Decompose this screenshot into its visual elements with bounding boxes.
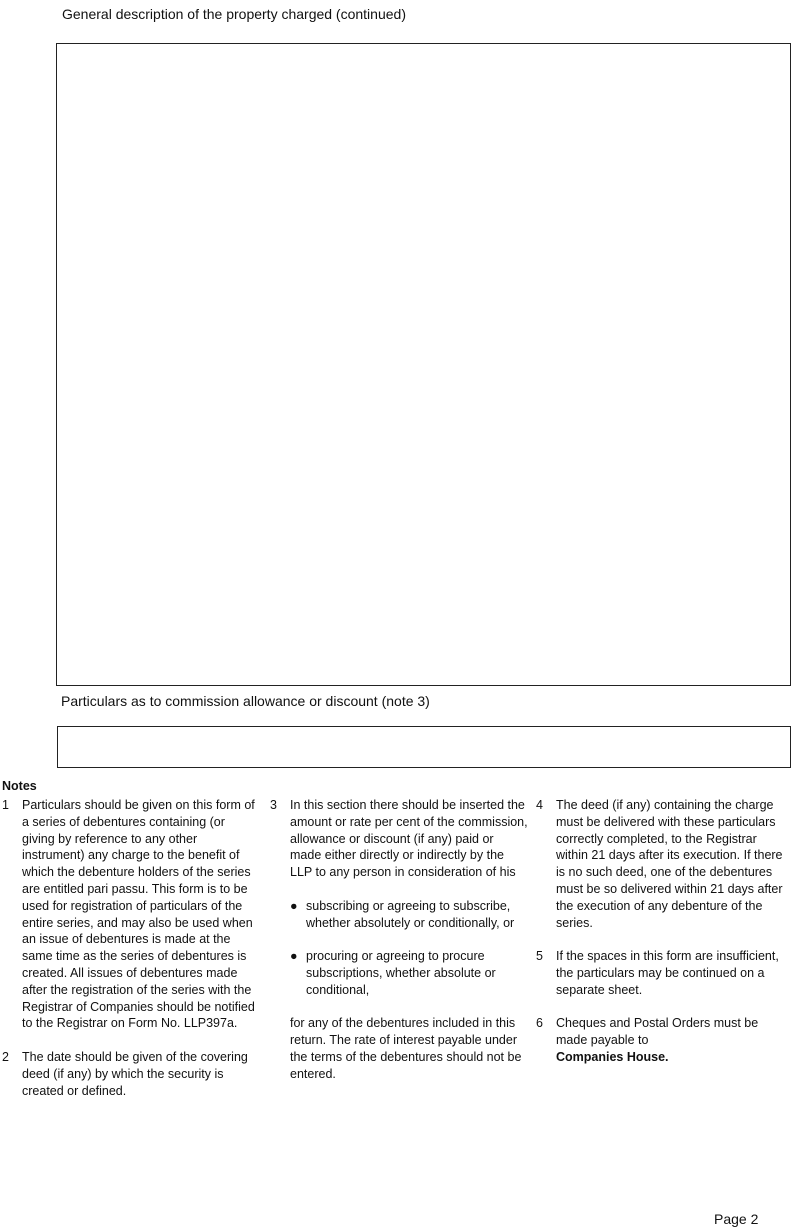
bullet-icon: ● [290, 949, 298, 964]
notes-column-1 [2, 797, 257, 1099]
note-1 [2, 797, 257, 1032]
note-3 [270, 797, 528, 1083]
page-number: Page 2 [714, 1211, 759, 1227]
note-3-number: 3 [270, 798, 277, 812]
note-6-text: Cheques and Postal Orders must be made payable to [556, 1016, 759, 1048]
note-2-number: 2 [2, 1049, 9, 1064]
note-3-outro: for any of the debentures included in this return. The rate of interest payable under the terms of the debentures should not be entered. [290, 1016, 522, 1081]
note-3-bullet-2-text: procuring or agreeing to procure subscriptions, whether absolute or conditional, [306, 949, 496, 997]
note-6 [536, 1015, 786, 1065]
note-5-text: If the spaces in this form are insufficient, the particulars may be continued on a separate sheet. [556, 949, 779, 997]
note-4-text: The deed (if any) containing the charge must be delivered with these particulars correctly completed, to the Registrar within 21 days after its execution. If there is no such deed, one of the debentures must be so delivered within 21 days after the execution of any debenture of the series. [556, 798, 783, 930]
note-5-number: 5 [536, 949, 543, 964]
commission-box[interactable] [57, 726, 791, 768]
bullet-icon: ● [290, 898, 298, 913]
note-6-bold: Companies House. [556, 1049, 669, 1064]
commission-label: Particulars as to commission allowance or discount (note 3) [61, 693, 430, 709]
note-6-number: 6 [536, 1016, 543, 1031]
note-3-bullet-2 [290, 948, 528, 998]
property-description-box[interactable] [56, 43, 791, 686]
notes-heading: Notes [2, 779, 37, 793]
note-5 [536, 948, 786, 998]
property-description-label: General description of the property charged (continued) [62, 6, 406, 22]
note-4 [536, 797, 786, 931]
note-4-number: 4 [536, 798, 543, 812]
note-3-intro: In this section there should be inserted the amount or rate per cent of the commission, allowance or discount (if any) paid or made either directly or indirectly by the LLP to any person in consideration of his [290, 798, 528, 880]
note-3-bullet-1 [290, 898, 528, 932]
note-3-bullet-1-text: subscribing or agreeing to subscribe, whether absolutely or conditionally, or [306, 898, 515, 930]
note-1-number: 1 [2, 798, 9, 812]
note-1-text: Particulars should be given on this form of a series of debentures containing (or giving by reference to any other instrument) any charge to the benefit of which the debenture holders of the series are entitled pari passu. This form is to be used for registration of particulars of the entire series, and may also be used when an issue of debentures is made at the same time as the series of debentures is created. All issues of debentures made after the registration of the series with the Registrar of Companies should be notified to the Registrar on Form No. LLP397a. [22, 798, 255, 1031]
note-2-text: The date should be given of the covering deed (if any) by which the security is created or defined. [22, 1049, 248, 1098]
notes-column-3 [536, 797, 786, 1066]
note-2 [2, 1049, 257, 1099]
notes-column-2 [270, 797, 528, 1083]
